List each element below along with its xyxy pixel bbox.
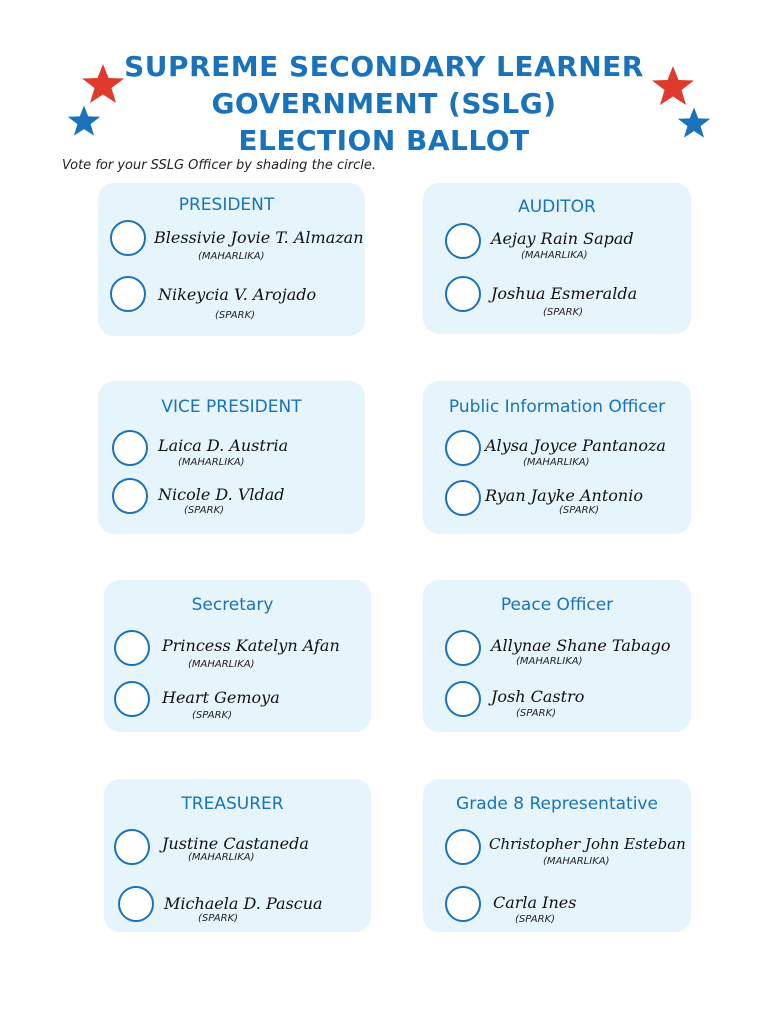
vote-circle[interactable]	[445, 829, 481, 865]
candidate-party: (SPARK)	[515, 914, 556, 925]
position-card-secretary	[104, 580, 371, 732]
candidate-party: (MAHARLIKA)	[198, 251, 265, 262]
vote-circle[interactable]	[114, 829, 150, 865]
candidate-party: (SPARK)	[215, 310, 256, 321]
candidate-name: Carla Ines	[493, 893, 577, 912]
candidate-name: Blessivie Jovie T. Almazan	[154, 228, 364, 247]
position-card-president	[98, 183, 365, 336]
candidate-party: (SPARK)	[198, 913, 239, 924]
vote-circle[interactable]	[445, 276, 481, 312]
candidate-name: Aejay Rain Sapad	[491, 229, 634, 248]
candidate-name: Ryan Jayke Antonio	[485, 486, 643, 505]
candidate-party: (SPARK)	[192, 710, 233, 721]
position-title: AUDITOR	[518, 197, 596, 217]
candidate-name: Laica D. Austria	[158, 436, 289, 455]
ballot-title	[0, 48, 768, 159]
vote-circle[interactable]	[112, 478, 148, 514]
candidate-party: (SPARK)	[543, 307, 584, 318]
title-line-1: SUPREME SECONDARY LEARNER	[124, 50, 644, 83]
candidate-name: Michaela D. Pascua	[164, 894, 323, 913]
vote-circle[interactable]	[445, 480, 481, 516]
candidate-party: (MAHARLIKA)	[188, 852, 255, 863]
position-title: VICE PRESIDENT	[161, 397, 302, 417]
vote-circle[interactable]	[445, 223, 481, 259]
vote-circle[interactable]	[114, 630, 150, 666]
vote-circle[interactable]	[112, 430, 148, 466]
candidate-party: (MAHARLIKA)	[521, 250, 588, 261]
vote-circle[interactable]	[118, 886, 154, 922]
title-line-2: GOVERNMENT (SSLG)	[211, 87, 557, 120]
position-card-auditor	[423, 183, 691, 334]
candidate-name: Princess Katelyn Afan	[162, 636, 340, 655]
vote-circle[interactable]	[114, 681, 150, 717]
candidate-party: (MAHARLIKA)	[543, 856, 610, 867]
candidate-party: (SPARK)	[559, 505, 600, 516]
position-card-vice-president	[98, 381, 365, 534]
position-title: Public Information Officer	[448, 397, 666, 417]
position-card-treasurer	[104, 779, 371, 932]
candidate-name: Christopher John Esteban	[489, 835, 686, 853]
position-title: Peace Officer	[500, 595, 614, 615]
candidate-name: Heart Gemoya	[162, 688, 280, 707]
position-title: TREASURER	[181, 794, 284, 814]
position-title: Grade 8 Representative	[456, 794, 658, 814]
candidate-name: Alysa Joyce Pantanoza	[485, 436, 666, 455]
vote-circle[interactable]	[445, 430, 481, 466]
candidate-name: Josh Castro	[491, 687, 585, 706]
candidate-name: Justine Castaneda	[162, 834, 309, 853]
candidate-name: Nikeycia V. Arojado	[158, 285, 317, 304]
vote-circle[interactable]	[445, 630, 481, 666]
candidate-party: (SPARK)	[516, 708, 557, 719]
candidate-name: Nicole D. Vldad	[158, 485, 285, 504]
vote-circle[interactable]	[110, 276, 146, 312]
vote-circle[interactable]	[445, 681, 481, 717]
position-title: PRESIDENT	[178, 195, 275, 215]
instruction-text: Vote for your SSLG Officer by shading the circle.	[62, 158, 377, 173]
candidate-party: (MAHARLIKA)	[188, 659, 255, 670]
position-card-peace-officer	[423, 580, 691, 732]
vote-circle[interactable]	[110, 220, 146, 256]
title-line-3: ELECTION BALLOT	[238, 124, 530, 157]
position-card-grade-8-representative	[423, 779, 691, 932]
candidate-party: (MAHARLIKA)	[178, 457, 245, 468]
candidate-name: Allynae Shane Tabago	[491, 636, 671, 655]
candidate-party: (MAHARLIKA)	[516, 656, 583, 667]
candidate-party: (MAHARLIKA)	[523, 457, 590, 468]
candidate-party: (SPARK)	[184, 505, 225, 516]
candidate-name: Joshua Esmeralda	[491, 284, 638, 303]
position-card-public-information-officer	[423, 381, 691, 534]
vote-circle[interactable]	[445, 886, 481, 922]
position-title: Secretary	[191, 595, 274, 615]
